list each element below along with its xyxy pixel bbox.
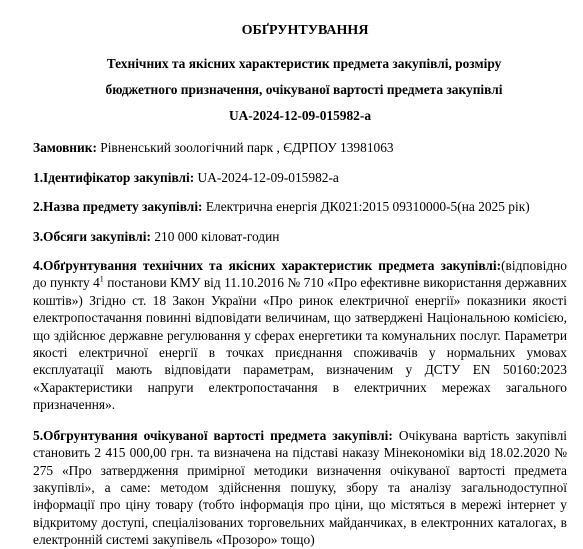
section-4-paragraph [33,257,567,414]
section-5-label: 5.Обгрунтування очікуваної вартості предмета закупівлі: [33,427,393,443]
section-4-label: 4.Обґрунтування технічних та якісних характеристик предмета закупівлі: [33,258,502,274]
section-4-text-b: постанови КМУ від 11.10.2016 № 710 «Про ефективне використання державних коштів») Згідно ст. 18 Закон України «Про ринок електричної енергії» показники якості електропостачання повинні відповідати величинам, що затверджені Національною комісією, що здійснює державне регулювання у сферах енергетики та комунальних послуг. Параметри якості електричної енергії в точках приєднання споживачів у нормальних умовах експлуатації мають відповідати параметрам, визначеним у ДСТУ EN 50160:2023 «Характеристики напруги електропостачання в електричних мережах загального призначення». [33,275,567,413]
item-3-label: 3.Обсяги закупівлі: [33,228,151,244]
customer-paragraph [33,139,567,156]
section-5-paragraph [33,427,567,549]
item-2-value: Електрична енергія ДК021:2015 09310000-5(на 2025 рік) [202,199,530,215]
section-5-text: Очікувана вартість закупівлі становить 2 415 000,00 грн. та визначена на підставі наказу Мінекономіки від 18.02.2020 № 275 «Про затвердження примірної методики визначення очікуваної вартості предмета закупівлі», а саме: методом здійснення пошуку, збору та аналізу загальнодоступної інформації про ціну товару (тобто інформація про ціни, що містяться в мережі інтернет у відкритому доступі, спеціалізованих торговельних майданчиках, в електронних каталогах, в електронній системі закупівель «Прозоро» тощо) [33,427,568,548]
item-2-paragraph [33,198,567,215]
item-1-value: UA-2024-12-09-015982-а [194,169,339,185]
item-1-label: 1.Ідентифікатор закупівлі: [33,169,195,185]
document-title: ОБҐРУНТУВАННЯ [241,23,369,38]
item-3-paragraph [33,228,567,245]
customer-label: Замовник: [33,140,97,156]
item-3-value: 210 000 кіловат-годин [150,228,280,244]
item-2-label: 2.Назва предмету закупівлі: [33,199,203,215]
customer-value: Рівненський зоологічний парк , ЄДРПОУ 13981063 [96,140,394,156]
section-4-superscript: 1 [99,274,104,284]
procurement-code: UA-2024-12-09-015982-а [228,108,372,124]
document-subtitle-line-1: Технічних та якісних характеристик предмета закупівлі, розміру [106,56,502,72]
document-subtitle-line-2: бюджетного призначення, очікуваної вартості предмета закупівлі [105,82,503,98]
section-4-text-a: (відповідно до пункту 4 [33,258,567,291]
item-1-paragraph [33,169,567,186]
